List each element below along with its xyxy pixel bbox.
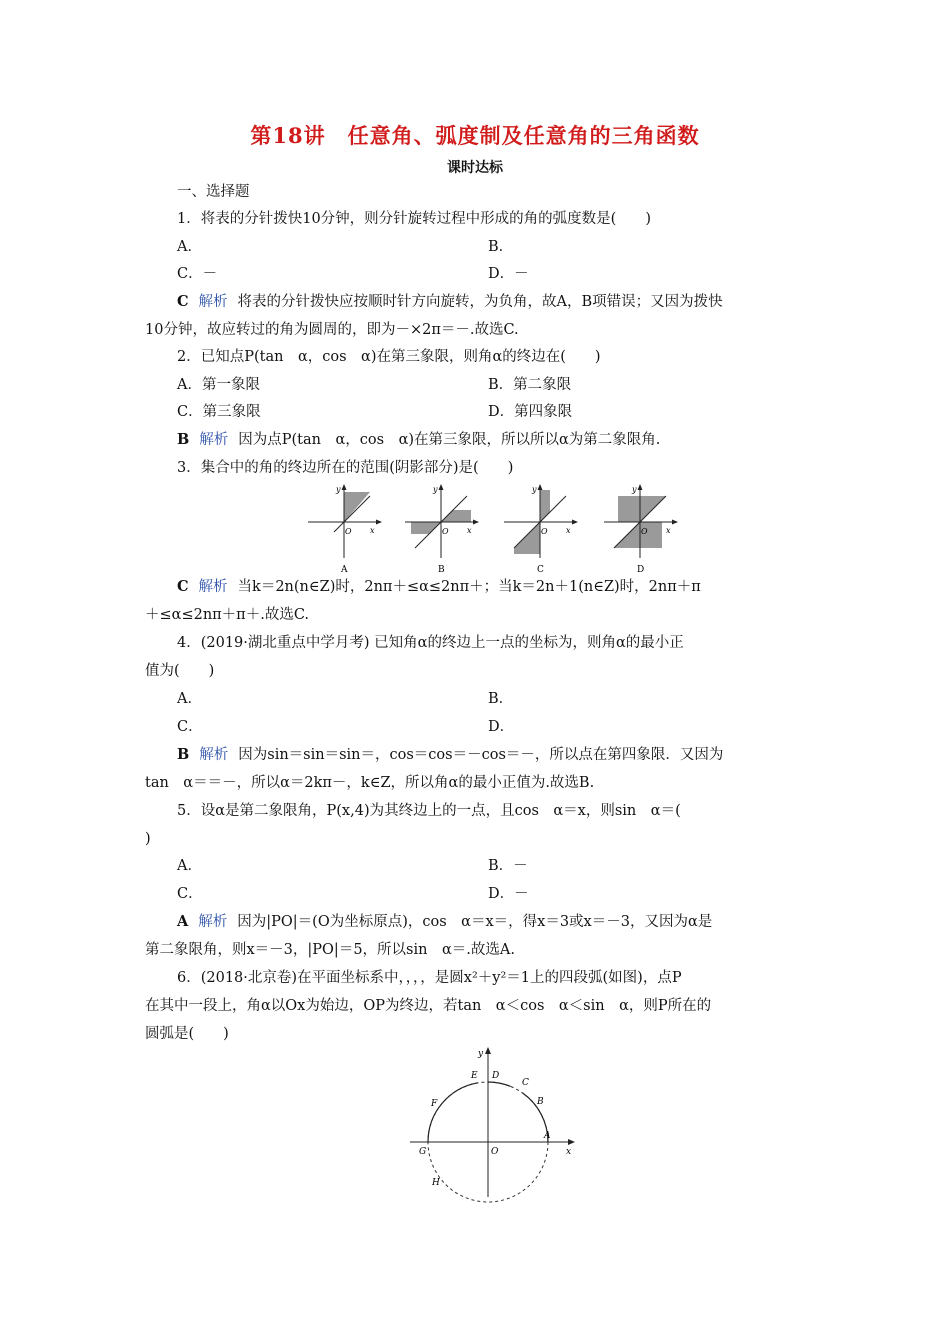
q6-y-label: y (478, 1049, 484, 1059)
q3-a-y-label: y (336, 485, 341, 494)
q4-jiexi-label: 解析 (199, 747, 229, 763)
q3-figure-b (405, 484, 479, 574)
q1-answer: C (177, 293, 189, 310)
q3-answer: C (177, 578, 189, 595)
q3-b-x-label: x (467, 526, 472, 535)
q3-c-origin-label: O (541, 527, 548, 536)
q3-d-caption: D (637, 565, 645, 574)
q1-jiexi-label: 解析 (198, 294, 228, 310)
q3-figures (300, 484, 690, 574)
q6-point-c-label: C (522, 1078, 529, 1088)
q2-option-d: D．第四象限 (488, 404, 573, 420)
q3-b-origin-label: O (442, 527, 449, 536)
q1-option-d: D．－ (488, 266, 529, 282)
q3-a-caption: A (341, 565, 348, 574)
q5-option-d: D．－ (488, 886, 529, 902)
q1-option-b: B． (488, 239, 514, 255)
q6-point-f-label: F (431, 1099, 438, 1109)
q6-arc-eg-solid (428, 1083, 478, 1142)
q4-exp-line1: 因为sin＝sin＝sin＝，cos＝cos＝－cos＝－，所以点在第四象限．又因为 (238, 747, 724, 763)
q3-d-x-label: x (666, 526, 671, 535)
q3-c-x-label: x (566, 526, 571, 535)
q4-option-a: A． (177, 691, 202, 707)
q3-jiexi-label: 解析 (198, 579, 228, 595)
q3-c-y-label: y (532, 485, 537, 494)
q5-option-b: B．－ (488, 858, 528, 874)
q3-a-x-label: x (370, 526, 375, 535)
q1-option-c: C．－ (177, 266, 218, 282)
q6-unit-circle-figure (400, 1044, 585, 1204)
page-subtitle: 课时达标 (447, 160, 503, 176)
q6-point-h-label: H (432, 1178, 440, 1188)
q4-option-b: B． (488, 691, 514, 707)
q3-figure-c (504, 484, 578, 574)
q5-option-a: A． (177, 858, 202, 874)
q2-option-c: C．第三象限 (177, 404, 261, 420)
q4-answer: B (177, 746, 190, 763)
q3-exp-line1: 当k＝2n(n∈Z)时，2nπ＋≤α≤2nπ＋；当k＝2n＋1(n∈Z)时，2nπ＋π (237, 579, 701, 595)
q5-answer: A (177, 913, 189, 930)
q5-stem-line1: 5．设α是第二象限角，P(x,4)为其终边上的一点，且cos α＝x，则sin α＝( (177, 803, 681, 819)
q6-stem-line3: 圆弧是( ) (145, 1026, 229, 1042)
q6-point-d-label: D (492, 1071, 500, 1081)
q3-a-origin-label: O (345, 527, 352, 536)
q3-d-origin-label: O (641, 527, 648, 536)
q2-explanation (177, 430, 660, 450)
q5-jiexi-label: 解析 (198, 914, 228, 930)
q1-exp-line2: 10分钟，故应转过的角为圆周的，即为－×2π＝－.故选C. (145, 322, 519, 338)
q6-point-b-label: B (537, 1097, 544, 1107)
q4-exp-line2: tan α＝＝－，所以α＝2kπ－，k∈Z，所以角α的最小正值为.故选B. (145, 775, 595, 791)
q6-stem-line2: 在其中一段上，角α以Ox为始边，OP为终边，若tan α＜cos α＜sin α，则P所在的 (145, 998, 712, 1014)
q3-b-caption: B (438, 565, 445, 574)
page-title: 第18讲 任意角、弧度制及任意角的三角函数 (250, 123, 700, 148)
q3-figure-a (308, 484, 382, 574)
q1-option-a: A． (177, 239, 202, 255)
q4-option-c: C． (177, 719, 203, 735)
q2-option-b: B．第二象限 (488, 377, 572, 393)
q3-stem: 3．集合中的角的终边所在的范围(阴影部分)是( ) (177, 460, 514, 476)
q3-exp-line2: ＋≤α≤2nπ＋π＋.故选C. (145, 607, 310, 623)
q6-arc-cd-solid (488, 1082, 511, 1086)
q6-point-a-label: A (544, 1131, 551, 1141)
q5-option-c: C． (177, 886, 203, 902)
q4-stem-line1: 4．(2019·湖北重点中学月考) 已知角α的终边上一点的坐标为，则角α的最小正 (177, 635, 684, 651)
q4-stem-line2: 值为( ) (145, 663, 215, 679)
q6-origin-label: O (491, 1147, 499, 1157)
q3-figure-d (604, 484, 678, 574)
q1-stem: 1．将表的分针拨快10分钟，则分针旋转过程中形成的角的弧度数是( ) (177, 211, 651, 227)
q2-option-a: A．第一象限 (177, 377, 260, 393)
q2-jiexi-label: 解析 (199, 432, 229, 448)
q1-explanation (177, 292, 723, 312)
q5-exp-line1: 因为|PO|＝(O为坐标原点)，cos α＝x＝，得x＝3或x＝－3，又因为α是 (237, 914, 713, 930)
q5-explanation (177, 912, 712, 932)
q6-stem-line1: 6．(2018·北京卷)在平面坐标系中，，，，是圆x²＋y²＝1上的四段弧(如图)，点P (177, 970, 682, 986)
q4-explanation (177, 745, 723, 765)
q6-point-g-label: G (419, 1147, 427, 1157)
section-heading: 一、选择题 (177, 184, 250, 200)
q1-exp-line1: 将表的分针拨快应按顺时针方向旋转，为负角，故A，B项错误；又因为拨快 (237, 294, 723, 310)
q2-exp-line1: 因为点P(tan α，cos α)在第三象限，所以所以α为第二象限角. (238, 432, 661, 448)
q5-exp-line2: 第二象限角，则x＝－3，|PO|＝5，所以sin α＝.故选A. (145, 942, 515, 958)
q6-x-label: x (566, 1147, 572, 1157)
q5-stem-line2: ) (145, 831, 151, 847)
q6-point-e-label: E (471, 1071, 478, 1081)
q3-c-caption: C (537, 565, 544, 574)
q3-b-y-label: y (433, 485, 438, 494)
q3-d-y-label: y (632, 485, 637, 494)
q2-answer: B (177, 431, 190, 448)
q2-stem: 2．已知点P(tan α，cos α)在第三象限，则角α的终边在( ) (177, 349, 601, 365)
q4-option-d: D． (488, 719, 515, 735)
q3-explanation (177, 577, 701, 597)
